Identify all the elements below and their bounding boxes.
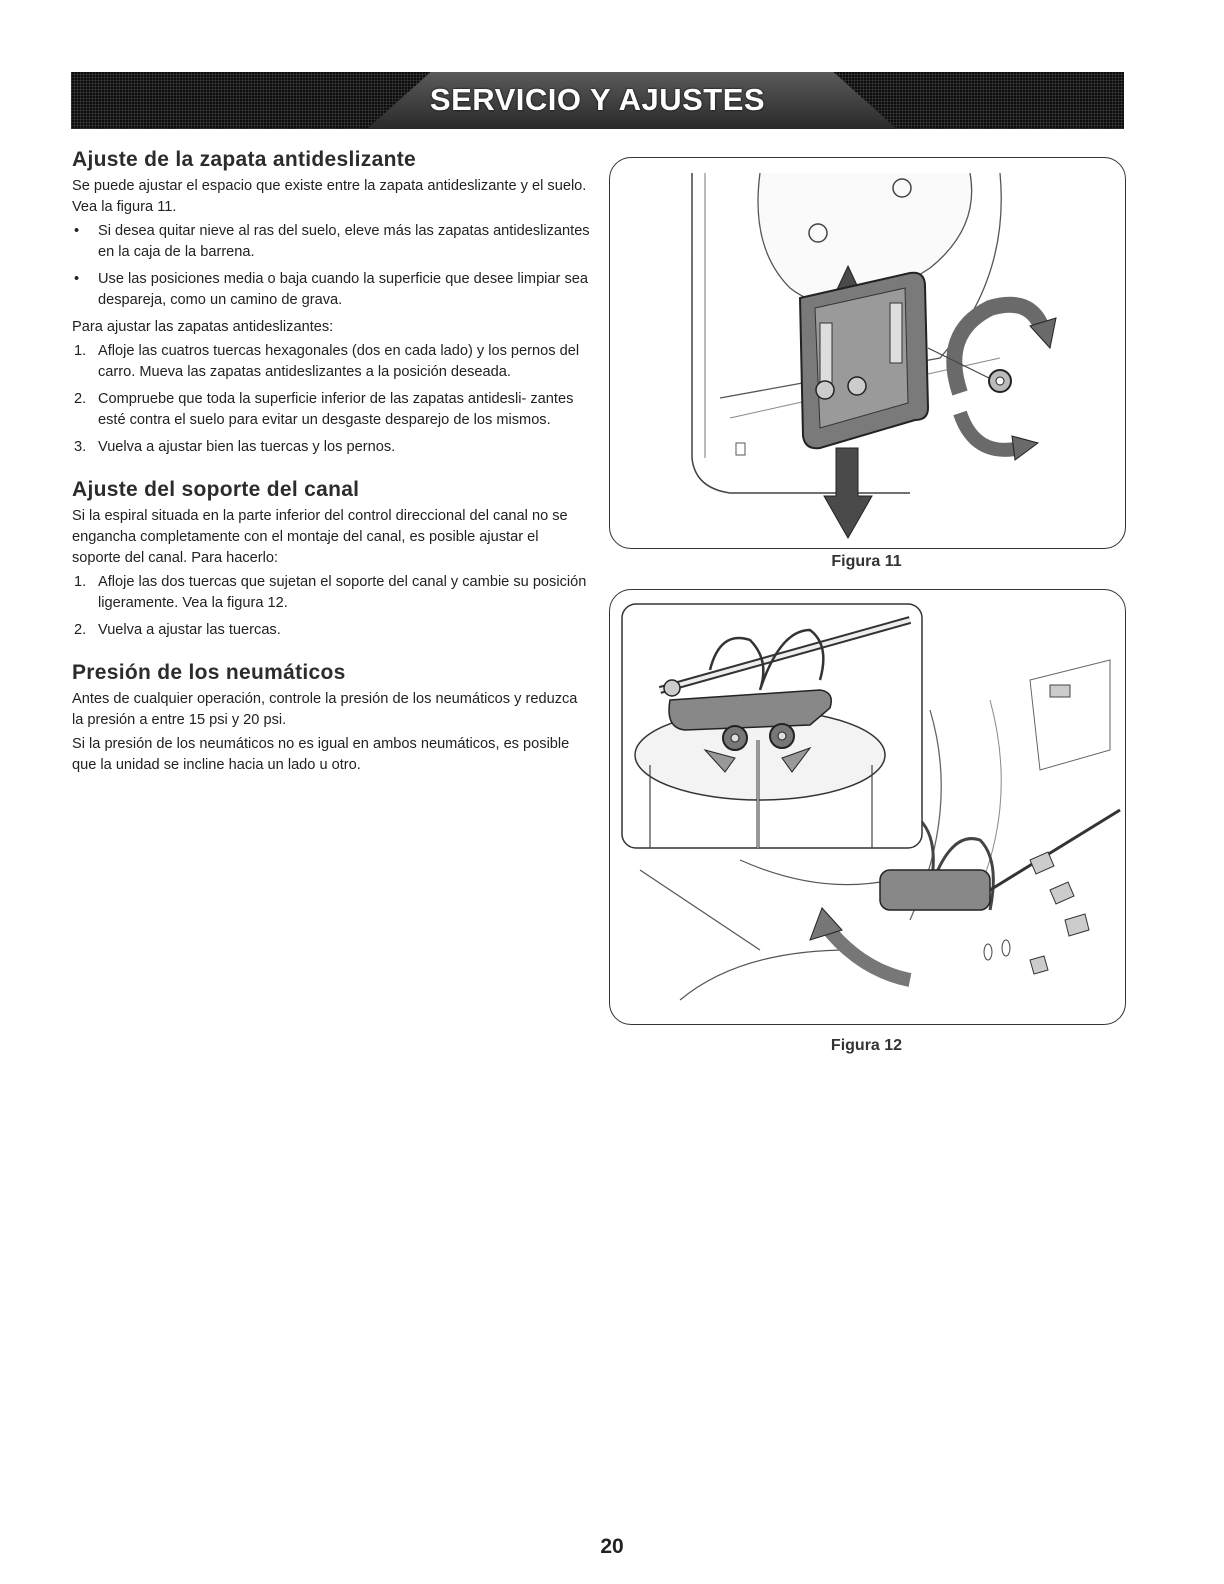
list-item: 1. Afloje las dos tuercas que sujetan el soporte del canal y cambie su posición ligeramente. Vea la figura 12. bbox=[74, 574, 587, 611]
section-skid-shoe bbox=[72, 148, 590, 458]
list-item: • Use las posiciones media o baja cuando la superficie que desee limpiar sea despareja, como un camino de grava. bbox=[74, 271, 588, 308]
figure-12-caption: Figura 12 bbox=[830, 1037, 903, 1054]
section-heading: Ajuste de la zapata antideslizante bbox=[72, 148, 416, 171]
text-column bbox=[72, 148, 590, 796]
steps-lead: Para ajustar las zapatas antideslizantes: bbox=[72, 319, 334, 335]
figure-11-caption: Figura 11 bbox=[831, 553, 902, 570]
step-list bbox=[72, 341, 590, 458]
section-banner bbox=[71, 72, 1124, 129]
page-title: SERVICIO Y AJUSTES bbox=[429, 82, 766, 117]
bullet-icon: • bbox=[74, 271, 80, 287]
section-intro: Se puede ajustar el espacio que existe entre la zapata antideslizante y el suelo. Vea la figura 11. bbox=[72, 178, 587, 215]
section-heading: Presión de los neumáticos bbox=[72, 661, 346, 684]
bullet-list bbox=[72, 221, 590, 311]
chute-bracket-adjustment-illustration bbox=[610, 590, 1125, 1024]
section-chute-bracket bbox=[72, 478, 590, 641]
list-item: 2. Compruebe que toda la superficie inferior de las zapatas antidesli- zantes esté contra el suelo para evitar un desgaste desparejo de los mismos. bbox=[74, 391, 574, 428]
skid-shoe-adjustment-illustration bbox=[610, 158, 1125, 548]
list-item: • Si desea quitar nieve al ras del suelo, eleve más las zapatas antideslizantes en la caja de la barrena. bbox=[74, 223, 590, 260]
figure-11-frame bbox=[609, 157, 1126, 549]
bullet-icon: • bbox=[74, 223, 80, 239]
section-heading: Ajuste del soporte del canal bbox=[72, 478, 360, 501]
section-paragraph: Si la presión de los neumáticos no es igual en ambos neumáticos, es posible que la unidad se incline hacia un lado u otro. bbox=[72, 736, 570, 773]
step-list bbox=[72, 572, 590, 641]
section-tire-pressure bbox=[72, 661, 590, 776]
section-intro: Si la espiral situada en la parte inferior del control direccional del canal no se engancha completamente con el montaje del canal, es posible ajustar el soporte del canal. Para hacerlo: bbox=[72, 508, 568, 566]
list-item: 1. Afloje las cuatros tuercas hexagonales (dos en cada lado) y los pernos del carro. Mueva las zapatas antideslizantes a la posición deseada. bbox=[74, 343, 580, 380]
list-item: 2. Vuelva a ajustar las tuercas. bbox=[74, 622, 281, 638]
list-item: 3. Vuelva a ajustar bien las tuercas y los pernos. bbox=[74, 439, 396, 455]
page-number: 20 bbox=[600, 1535, 624, 1558]
section-paragraph: Antes de cualquier operación, controle la presión de los neumáticos y reduzca la presión a entre 15 psi y 20 psi. bbox=[72, 691, 578, 728]
figure-12-frame bbox=[609, 589, 1126, 1025]
